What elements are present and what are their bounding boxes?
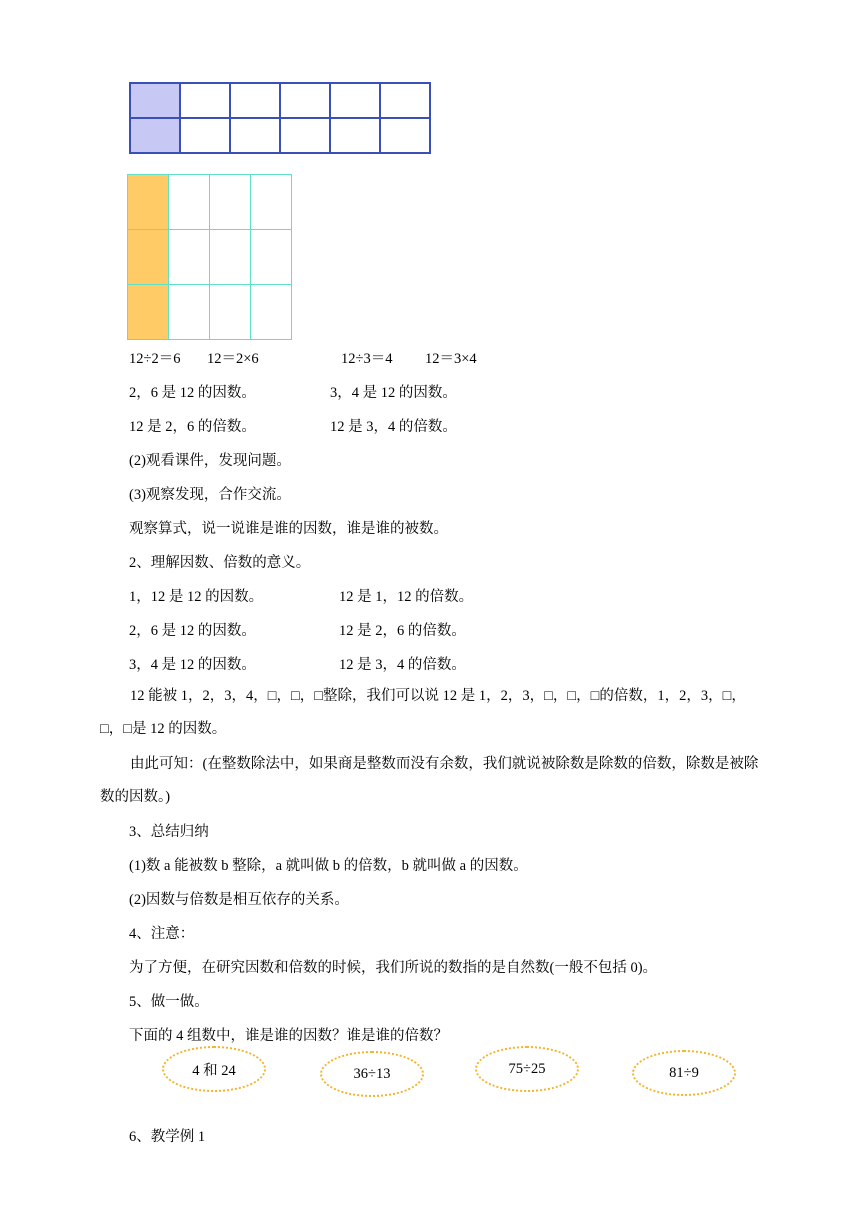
pair-left: 3，4 是 12 的因数。 [129, 657, 256, 673]
grid-cell [180, 83, 230, 118]
pair-left: 2，6 是 12 的因数。 [129, 623, 256, 639]
pair-left: 12 是 2，6 的倍数。 [129, 419, 256, 435]
grid-row [128, 230, 292, 285]
pair-right: 12 是 3，4 的倍数。 [339, 657, 466, 673]
grid-cell [180, 118, 230, 153]
shaded-cell [128, 230, 169, 285]
grid-cell [210, 175, 251, 230]
number-pair-oval [632, 1050, 736, 1096]
grid-3x4 [127, 174, 292, 340]
grid-cell [330, 118, 380, 153]
pair-left: 1，12 是 12 的因数。 [129, 589, 264, 605]
pair-right: 12 是 2，6 的倍数。 [339, 623, 466, 639]
section-heading: 4、注意： [129, 926, 195, 942]
grid-cell [380, 118, 430, 153]
text-line: (1)数 a 能被数 b 整除，a 就叫做 b 的倍数，b 就叫做 a 的因数。 [129, 858, 528, 874]
shaded-cell [128, 175, 169, 230]
shaded-cell [130, 83, 180, 118]
section-heading: 2、理解因数、倍数的意义。 [129, 555, 311, 571]
grid-cell [230, 118, 280, 153]
paragraph: 由此可知：(在整数除法中，如果商是整数而没有余数，我们就说被除数是除数的倍数，除数是被除数的因数。) [100, 756, 759, 805]
paragraph: 12 能被 1，2，3，4，□，□，□整除，我们可以说 12 是 1，2，3，□，□，□的倍数，1，2，3，□，□，□是 12 的因数。 [100, 688, 746, 737]
pair-right: 12 是 1，12 的倍数。 [339, 589, 474, 605]
grid-row [128, 285, 292, 340]
text-line: (2)观看课件，发现问题。 [129, 453, 291, 469]
grid-cell [330, 83, 380, 118]
equation-b: 12＝2×6 [207, 351, 259, 367]
text-line: 为了方便，在研究因数和倍数的时候，我们所说的数指的是自然数(一般不包括 0)。 [129, 960, 658, 976]
section-heading: 3、总结归纳 [129, 824, 209, 840]
grid-row [130, 118, 430, 153]
text-line: (3)观察发现，合作交流。 [129, 487, 291, 503]
grid-cell [169, 175, 210, 230]
grid-cell [251, 285, 292, 340]
grid-cell [210, 230, 251, 285]
pair-right: 3，4 是 12 的因数。 [330, 385, 457, 401]
section-heading: 5、做一做。 [129, 994, 209, 1010]
text-line: 下面的 4 组数中，谁是谁的因数？谁是谁的倍数？ [129, 1028, 448, 1044]
text-line: (2)因数与倍数是相互依存的关系。 [129, 892, 349, 908]
shaded-cell [128, 285, 169, 340]
grid-cell [210, 285, 251, 340]
number-pair-oval [475, 1046, 579, 1092]
grid-row [128, 175, 292, 230]
grid-cell [169, 285, 210, 340]
shaded-cell [130, 118, 180, 153]
number-pair-oval [320, 1051, 424, 1097]
grid-cell [251, 175, 292, 230]
oval-label: 75÷25 [508, 1060, 546, 1077]
oval-label: 81÷9 [669, 1064, 699, 1081]
grid-cell [169, 230, 210, 285]
oval-label: 36÷13 [353, 1065, 391, 1082]
equation-c: 12÷3＝4 [341, 351, 393, 367]
grid-row [130, 83, 430, 118]
grid-cell [251, 230, 292, 285]
grid-cell [280, 118, 330, 153]
pair-left: 2，6 是 12 的因数。 [129, 385, 256, 401]
number-pair-oval [162, 1046, 266, 1092]
grid-cell [380, 83, 430, 118]
pair-right: 12 是 3，4 的倍数。 [330, 419, 457, 435]
grid-cell [280, 83, 330, 118]
text-line: 观察算式，说一说谁是谁的因数，谁是谁的被数。 [129, 521, 448, 537]
equation-a: 12÷2＝6 [129, 351, 181, 367]
oval-label: 4 和 24 [192, 1062, 236, 1079]
grid-2x6 [129, 82, 431, 154]
section-heading: 6、教学例 1 [129, 1129, 206, 1145]
grid-cell [230, 83, 280, 118]
equation-d: 12＝3×4 [425, 351, 477, 367]
